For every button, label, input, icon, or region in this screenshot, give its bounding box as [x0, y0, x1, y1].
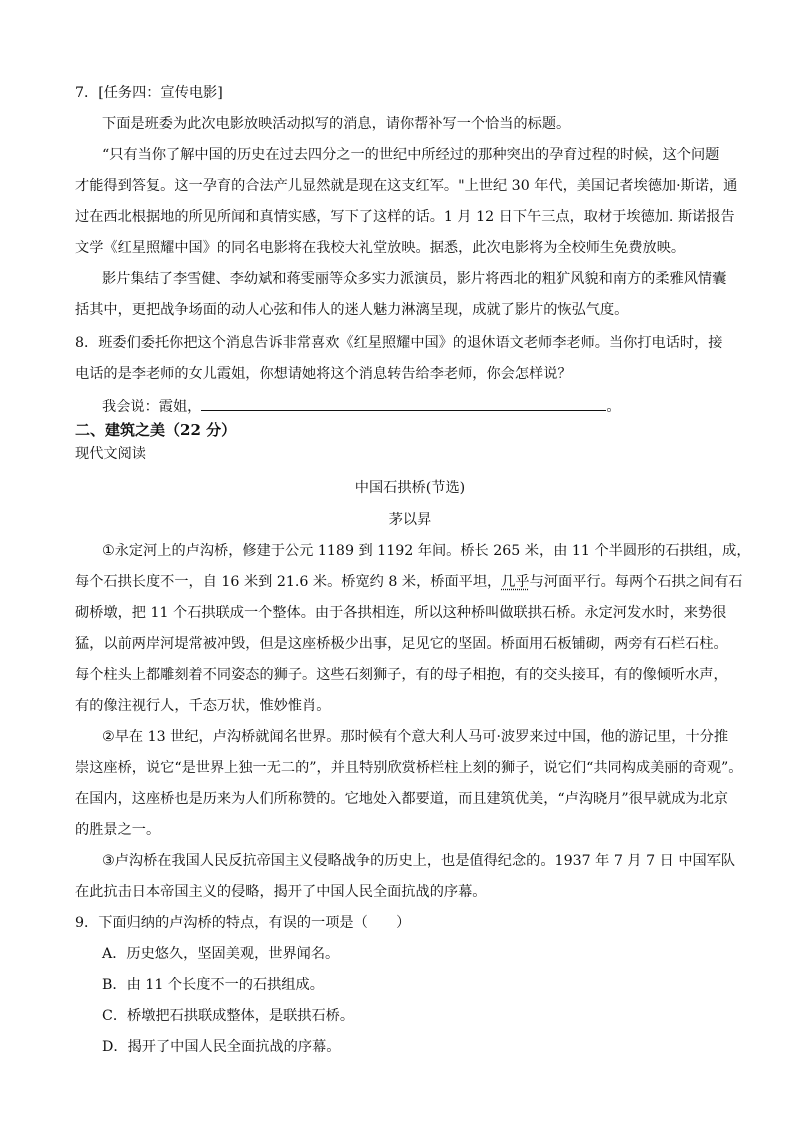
q9-option: A．历史悠久，坚固美观，世界闻名。 [102, 946, 340, 962]
article-line [102, 851, 745, 871]
q9-stem: 9．下面归纳的卢沟桥的特点，有误的一项是（ ） [75, 915, 411, 931]
article-text: 每个石拱长度不一，自 16 米到 21.6 米。桥宽约 8 米，桥面平坦， [75, 574, 502, 590]
article-title: 中国石拱桥(节选) [354, 480, 466, 496]
article-line [102, 727, 745, 747]
article-text: 卢沟桥在我国人民反抗帝国主义侵略战争的历史上，也是值得纪念的。1937 年 7 月 7 日 中国军队 [114, 853, 736, 869]
article-line: 的胜景之一。 [75, 822, 161, 838]
q7-heading: 7．[任务四：宣传电影] [75, 85, 223, 101]
article-text: 早在 13 世纪，卢沟桥就闻名世界。那时候有个意大利人马可·波罗来过中国，他的游记里，十分推 [114, 729, 729, 745]
q7-prompt: 下面是班委为此次电影放映活动拟写的消息，请你帮补写一个恰当的标题。 [102, 116, 571, 132]
q7-news-line: 才能得到答复。这一孕育的合法产儿显然就是现在这支红军。"上世纪 30 年代，美国记者埃德加·斯诺，通 [75, 178, 738, 194]
article-line [75, 572, 745, 592]
paragraph-marker: ② [102, 729, 115, 745]
q8-line: 8．班委们委托你把这个消息告诉非常喜欢《红星照耀中国》的退休语文老师李老师。当你打电话时，接 [75, 335, 723, 351]
article-text: 永定河上的卢沟桥，修建于公元 1189 到 1192 年间。桥长 265 米，由 11 个半圆形的石拱组，成， [114, 543, 751, 559]
article-line: 有的像注视行人，千态万状，惟妙惟肖。 [75, 698, 331, 714]
q7-news-line: 过在西北根据地的所见所闻和真情实感，写下了这样的话。1 月 12 日下午三点，取材于埃德加. 斯诺报告 [75, 209, 735, 225]
article-text: 与河面平行。每两个石拱之间有石 [529, 574, 743, 590]
q8-answer-line [102, 395, 745, 417]
section-heading: 二、建筑之美（22 分） [75, 421, 237, 439]
article-line [102, 541, 751, 561]
q8-answer-blank[interactable] [201, 395, 606, 411]
q7-news-line: 括其中，更把战争场面的动人心弦和伟人的迷人魅力淋漓呈现，成就了影片的恢弘气度。 [75, 302, 629, 318]
q7-news-line: 文学《红星照耀中国》的同名电影将在我校大礼堂放映。据悉，此次电影将为全校师生免费放映。 [75, 240, 686, 256]
article-line: 砌桥墩，把 11 个石拱联成一个整体。由于各拱相连，所以这种桥叫做联拱石桥。永定河发水时，来势很 [75, 605, 727, 621]
q9-option: D．揭开了中国人民全面抗战的序幕。 [102, 1039, 341, 1055]
article-author: 茅以昇 [388, 512, 432, 528]
article-line: 在此抗击日本帝国主义的侵略，揭开了中国人民全面抗战的序幕。 [75, 884, 487, 900]
article-line: 在国内，这座桥也是历来为人们所称赞的。它地处入都要道，而且建筑优美，“卢沟晓月”很早就成为北京 [75, 791, 728, 807]
q9-option: C．桥墩把石拱联成整体，是联拱石桥。 [102, 1008, 355, 1024]
q8-answer-suffix: 。 [606, 399, 621, 415]
paragraph-marker: ① [102, 543, 115, 559]
article-line: 猛，以前两岸河堤常被冲毁，但是这座桥极少出事，足见它的坚固。桥面用石板铺砌，两旁有石栏石柱。 [75, 636, 728, 652]
article-line: 崇这座桥，说它“是世界上独一无二的”，并且特别欣赏桥栏柱上刻的狮子，说它们“共同构成美丽的奇观”。 [75, 760, 743, 776]
q8-line: 电话的是李老师的女儿霞姐，你想请她将这个消息转告给李老师，你会怎样说？ [75, 366, 572, 382]
article-line: 每个柱头上都雕刻着不同姿态的狮子。这些石刻狮子，有的母子相抱，有的交头接耳，有的像倾听水声， [75, 667, 728, 683]
q8-answer-prefix: 我会说：霞姐， [102, 399, 202, 415]
paragraph-marker: ③ [102, 853, 115, 869]
q7-news-line: “只有当你了解中国的历史在过去四分之一的世纪中所经过的那种突出的孕育过程的时候，这个问题 [102, 147, 720, 163]
q9-option: B．由 11 个长度不一的石拱组成。 [102, 977, 324, 993]
q7-news-line: 影片集结了李雪健、李幼斌和蒋雯丽等众多实力派演员，影片将西北的粗犷风貌和南方的柔雅风情囊 [102, 271, 727, 287]
section-subheading: 现代文阅读 [75, 446, 146, 462]
emphasized-word: 几乎 [501, 574, 530, 590]
